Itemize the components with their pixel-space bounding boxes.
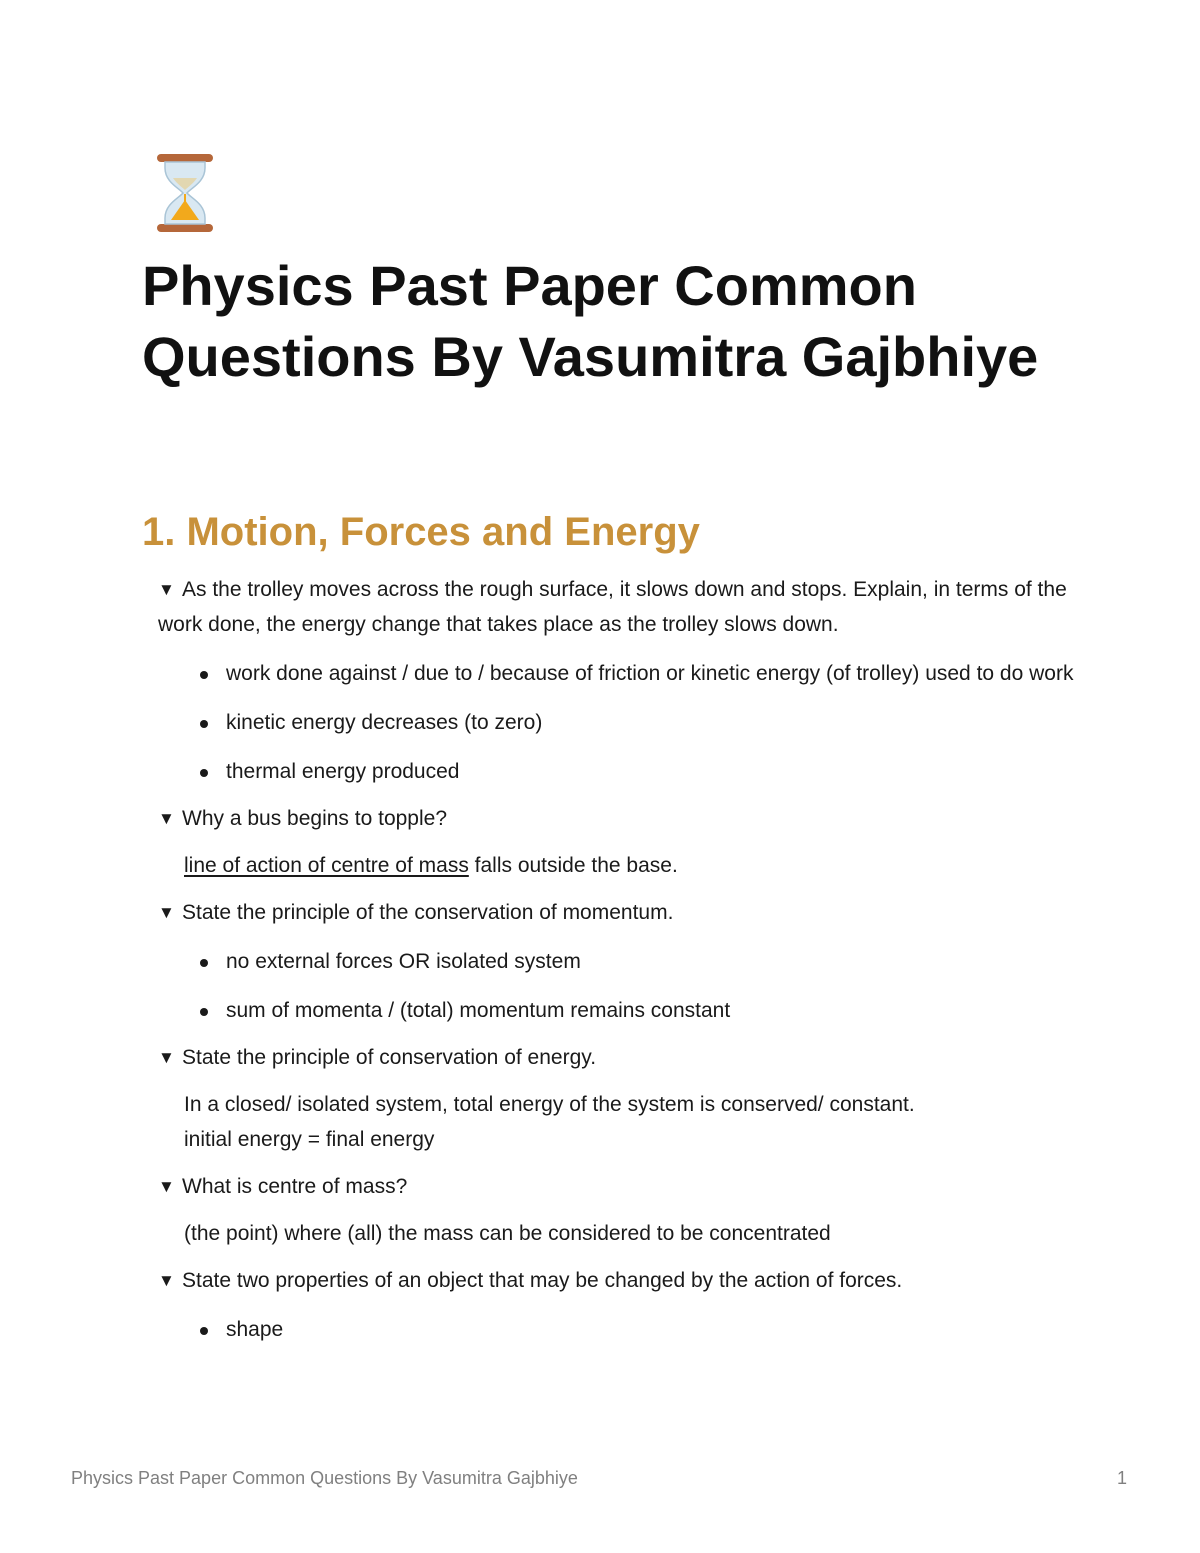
toggle-question[interactable] — [158, 801, 1078, 836]
footer-title: Physics Past Paper Common Questions By Vasumitra Gajbhiye — [71, 1468, 578, 1488]
list-item — [158, 705, 1078, 740]
triangle-down-icon[interactable]: ▼ — [158, 580, 175, 599]
list-item — [158, 656, 1078, 691]
page-title: Physics Past Paper Common Questions By Vasumitra Gajbhiye — [142, 254, 1039, 388]
question-text: State the principle of the conservation of momentum. — [182, 901, 674, 924]
triangle-down-icon[interactable]: ▼ — [158, 809, 175, 828]
bullet-icon — [200, 720, 208, 728]
toggle-block — [158, 1040, 1078, 1157]
toggle-question[interactable] — [158, 1169, 1078, 1204]
bullet-icon — [200, 1008, 208, 1016]
bullet-icon — [200, 769, 208, 777]
answer-paragraph — [158, 1087, 1078, 1157]
list-item — [158, 944, 1078, 979]
answer-text: thermal energy produced — [226, 760, 460, 783]
list-item — [158, 1312, 1078, 1347]
toggle-question[interactable] — [158, 1263, 1078, 1298]
answer-text: falls outside the base. — [468, 854, 678, 877]
page-number: 1 — [1117, 1468, 1128, 1488]
toggle-block — [158, 1169, 1078, 1251]
triangle-down-icon[interactable]: ▼ — [158, 903, 175, 922]
triangle-down-icon[interactable]: ▼ — [158, 1271, 175, 1290]
answer-list — [158, 1312, 1078, 1347]
triangle-down-icon[interactable]: ▼ — [158, 1177, 175, 1196]
bullet-icon — [200, 671, 208, 679]
question-text: State two properties of an object that may be changed by the action of forces. — [182, 1269, 903, 1292]
answer-list — [158, 944, 1078, 1028]
answer-text: shape — [226, 1318, 284, 1341]
answer-text: sum of momenta / (total) momentum remains constant — [226, 999, 731, 1022]
answer-text: In a closed/ isolated system, total energy of the system is conserved/ constant. — [184, 1093, 915, 1116]
underlined-answer-text: line of action of centre of mass — [184, 854, 469, 877]
bullet-icon — [200, 1327, 208, 1335]
answer-paragraph — [158, 848, 1078, 883]
section-heading: 1. Motion, Forces and Energy — [142, 510, 700, 554]
toggle-block — [158, 1263, 1078, 1347]
answer-list — [158, 656, 1078, 789]
toggle-list — [158, 572, 1078, 1359]
question-text: As the trolley moves across the rough surface, it slows down and stops. Explain, in terms of the work done, the energy change that takes place as the trolley slows down. — [158, 578, 1067, 636]
toggle-block — [158, 572, 1078, 789]
list-item — [158, 754, 1078, 789]
bullet-icon — [200, 959, 208, 967]
answer-text: work done against / due to / because of friction or kinetic energy (of trolley) used to do work — [226, 662, 1074, 685]
toggle-question[interactable] — [158, 895, 1078, 930]
list-item — [158, 993, 1078, 1028]
answer-text: kinetic energy decreases (to zero) — [226, 711, 543, 734]
toggle-block — [158, 801, 1078, 883]
toggle-question[interactable] — [158, 1040, 1078, 1075]
question-text: Why a bus begins to topple? — [182, 807, 448, 830]
answer-text: initial energy = final energy — [184, 1128, 435, 1151]
hourglass-icon — [153, 152, 217, 234]
question-text: What is centre of mass? — [182, 1175, 408, 1198]
toggle-question[interactable] — [158, 572, 1078, 642]
question-text: State the principle of conservation of energy. — [182, 1046, 597, 1069]
triangle-down-icon[interactable]: ▼ — [158, 1048, 175, 1067]
answer-text: (the point) where (all) the mass can be considered to be concentrated — [184, 1222, 831, 1245]
answer-paragraph — [158, 1216, 1078, 1251]
answer-text: no external forces OR isolated system — [226, 950, 581, 973]
toggle-block — [158, 895, 1078, 1028]
